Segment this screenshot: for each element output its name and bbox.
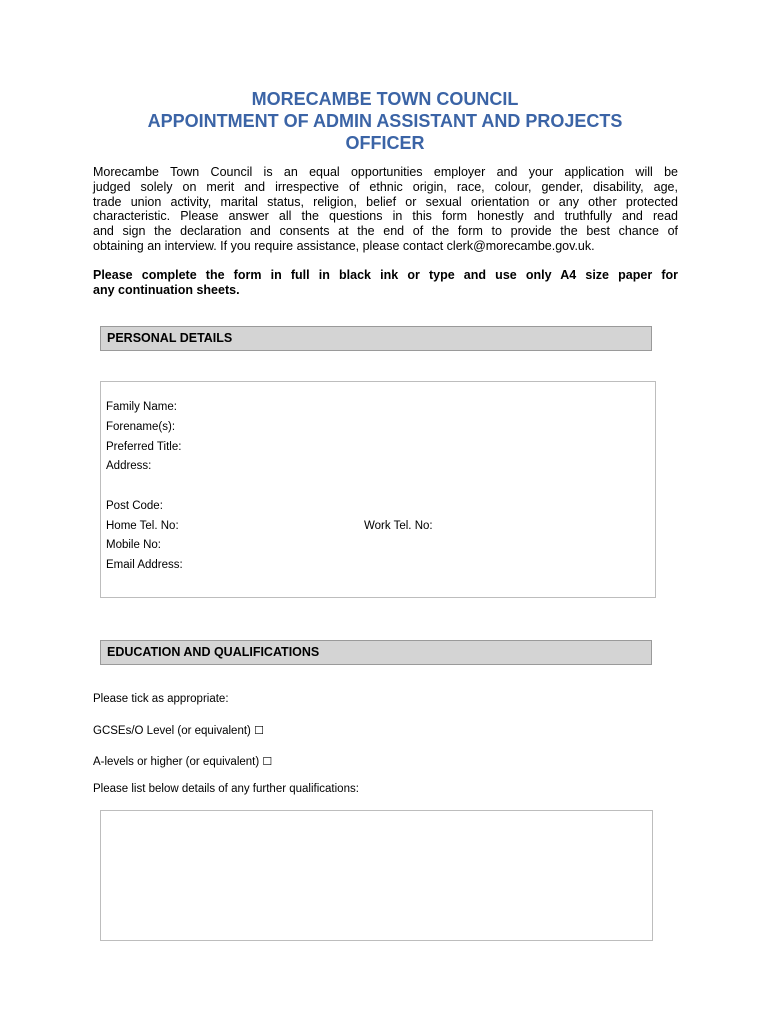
intro-line: Morecambe Town Council is an equal opportunities employer and your application will be (93, 165, 678, 179)
alevel-label: A-levels or higher (or equivalent) (93, 756, 260, 768)
intro-line: and sign the declaration and consents at the end of the form to provide the best chance of (93, 224, 678, 239)
education-heading: EDUCATION AND QUALIFICATIONS (100, 640, 652, 665)
intro-paragraph (93, 165, 678, 254)
gcse-option[interactable] (93, 724, 264, 738)
post-code-field[interactable]: Post Code: (106, 500, 163, 512)
preferred-title-field[interactable]: Preferred Title: (106, 441, 182, 453)
email-field[interactable]: Email Address: (106, 559, 183, 571)
instruction-line: Please complete the form in full in black ink or type and use only A4 size paper for (93, 268, 678, 282)
alevel-option[interactable] (93, 755, 272, 769)
work-tel-field[interactable]: Work Tel. No: (364, 520, 433, 532)
intro-line: judged solely on merit and irrespective of ethnic origin, race, colour, gender, disability, age, (93, 179, 678, 194)
home-tel-field[interactable]: Home Tel. No: (106, 520, 179, 532)
instruction-line: any continuation sheets. (93, 283, 240, 297)
family-name-field[interactable]: Family Name: (106, 401, 177, 413)
forenames-field[interactable]: Forename(s): (106, 421, 176, 433)
page-title-line-1: MORECAMBE TOWN COUNCIL (251, 89, 519, 109)
personal-details-heading: PERSONAL DETAILS (100, 326, 652, 351)
further-qualifications-prompt: Please list below details of any further qualifications: (93, 783, 359, 795)
gcse-label: GCSEs/O Level (or equivalent) (93, 725, 251, 737)
mobile-field[interactable]: Mobile No: (106, 539, 161, 551)
page-title-line-2: APPOINTMENT OF ADMIN ASSISTANT AND PROJECTS (147, 111, 623, 131)
page-title-line-3: OFFICER (345, 133, 425, 153)
address-field[interactable]: Address: (106, 460, 152, 472)
tick-prompt: Please tick as appropriate: (93, 693, 229, 705)
intro-line: obtaining an interview. If you require assistance, please contact clerk@morecambe.gov.uk. (93, 238, 595, 253)
personal-details-box (100, 381, 656, 598)
gcse-checkbox[interactable]: ☐ (254, 725, 264, 737)
alevel-checkbox[interactable]: ☐ (262, 756, 273, 768)
intro-line: characteristic. Please answer all the questions in this form honestly and truthfully and read (93, 209, 678, 224)
completion-instruction (93, 268, 678, 298)
further-qualifications-box[interactable] (100, 810, 653, 941)
intro-line: trade union activity, marital status, religion, belief or sexual orientation or any other protected (93, 194, 678, 209)
